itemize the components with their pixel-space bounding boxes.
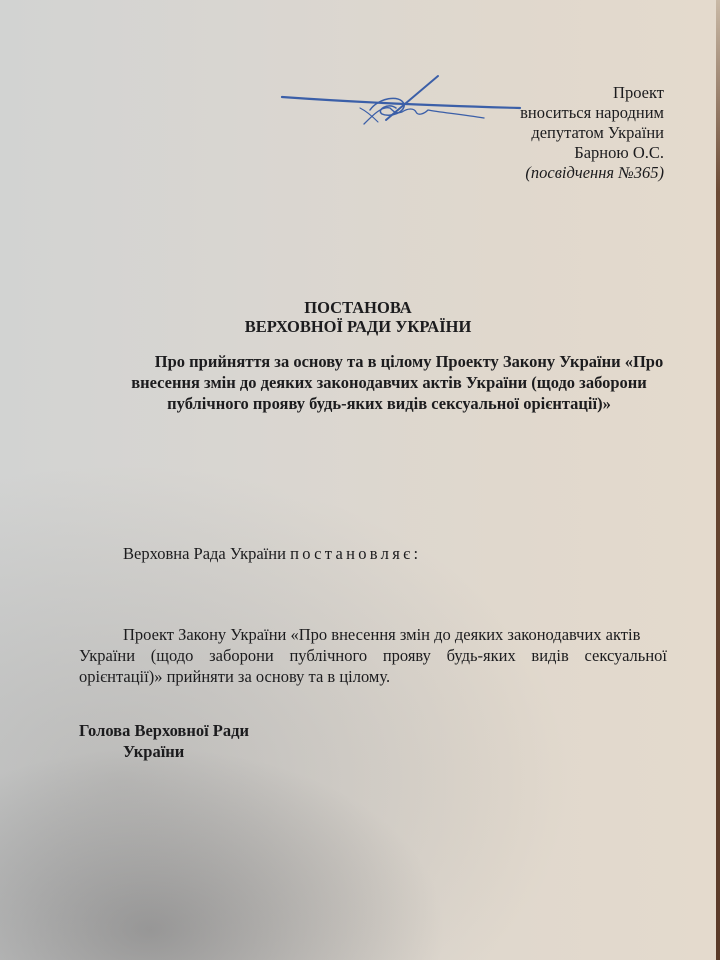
- decree-verb: постановляє:: [290, 544, 422, 563]
- body-line-2: України (щодо заборони публічного прояву будь-яких видів сексуальної: [79, 646, 667, 665]
- signatory-country: України: [123, 742, 185, 761]
- decree-prefix: Верховна Рада України: [123, 544, 291, 563]
- body-line-3: орієнтації)» прийняти за основу та в цілому.: [79, 667, 391, 686]
- title-parliament: ВЕРХОВНОЇ РАДИ УКРАЇНИ: [244, 317, 472, 336]
- signatory-title: Голова Верховної Ради: [79, 721, 249, 740]
- signatory-block: [79, 720, 249, 762]
- subject-line-2: внесення змін до деяких законодавчих актів України (щодо заборони: [131, 373, 647, 392]
- subject-line-1: Про прийняття за основу та в цілому Проекту Закону України «Про: [154, 352, 664, 371]
- header-submitted-by: вноситься народним: [520, 103, 664, 122]
- signature-icon: [278, 68, 528, 134]
- title-resolution: ПОСТАНОВА: [304, 298, 412, 317]
- background-table-edge: [716, 0, 720, 960]
- body-line-1: Проект Закону України «Про внесення змін до деяких законодавчих актів: [123, 625, 641, 644]
- header-project-label: Проект: [613, 83, 664, 102]
- document-subject: [102, 351, 676, 414]
- decree-statement: [123, 544, 421, 564]
- header-deputy-title: депутатом України: [531, 123, 664, 142]
- submission-header: [520, 83, 664, 183]
- resolution-body: [79, 624, 667, 687]
- header-deputy-name: Барною О.С.: [574, 143, 664, 162]
- header-certificate-number: (посвідчення №365): [525, 163, 664, 182]
- document-title: [0, 298, 716, 336]
- subject-line-3: публічного прояву будь-яких видів сексуальної орієнтації)»: [167, 394, 611, 413]
